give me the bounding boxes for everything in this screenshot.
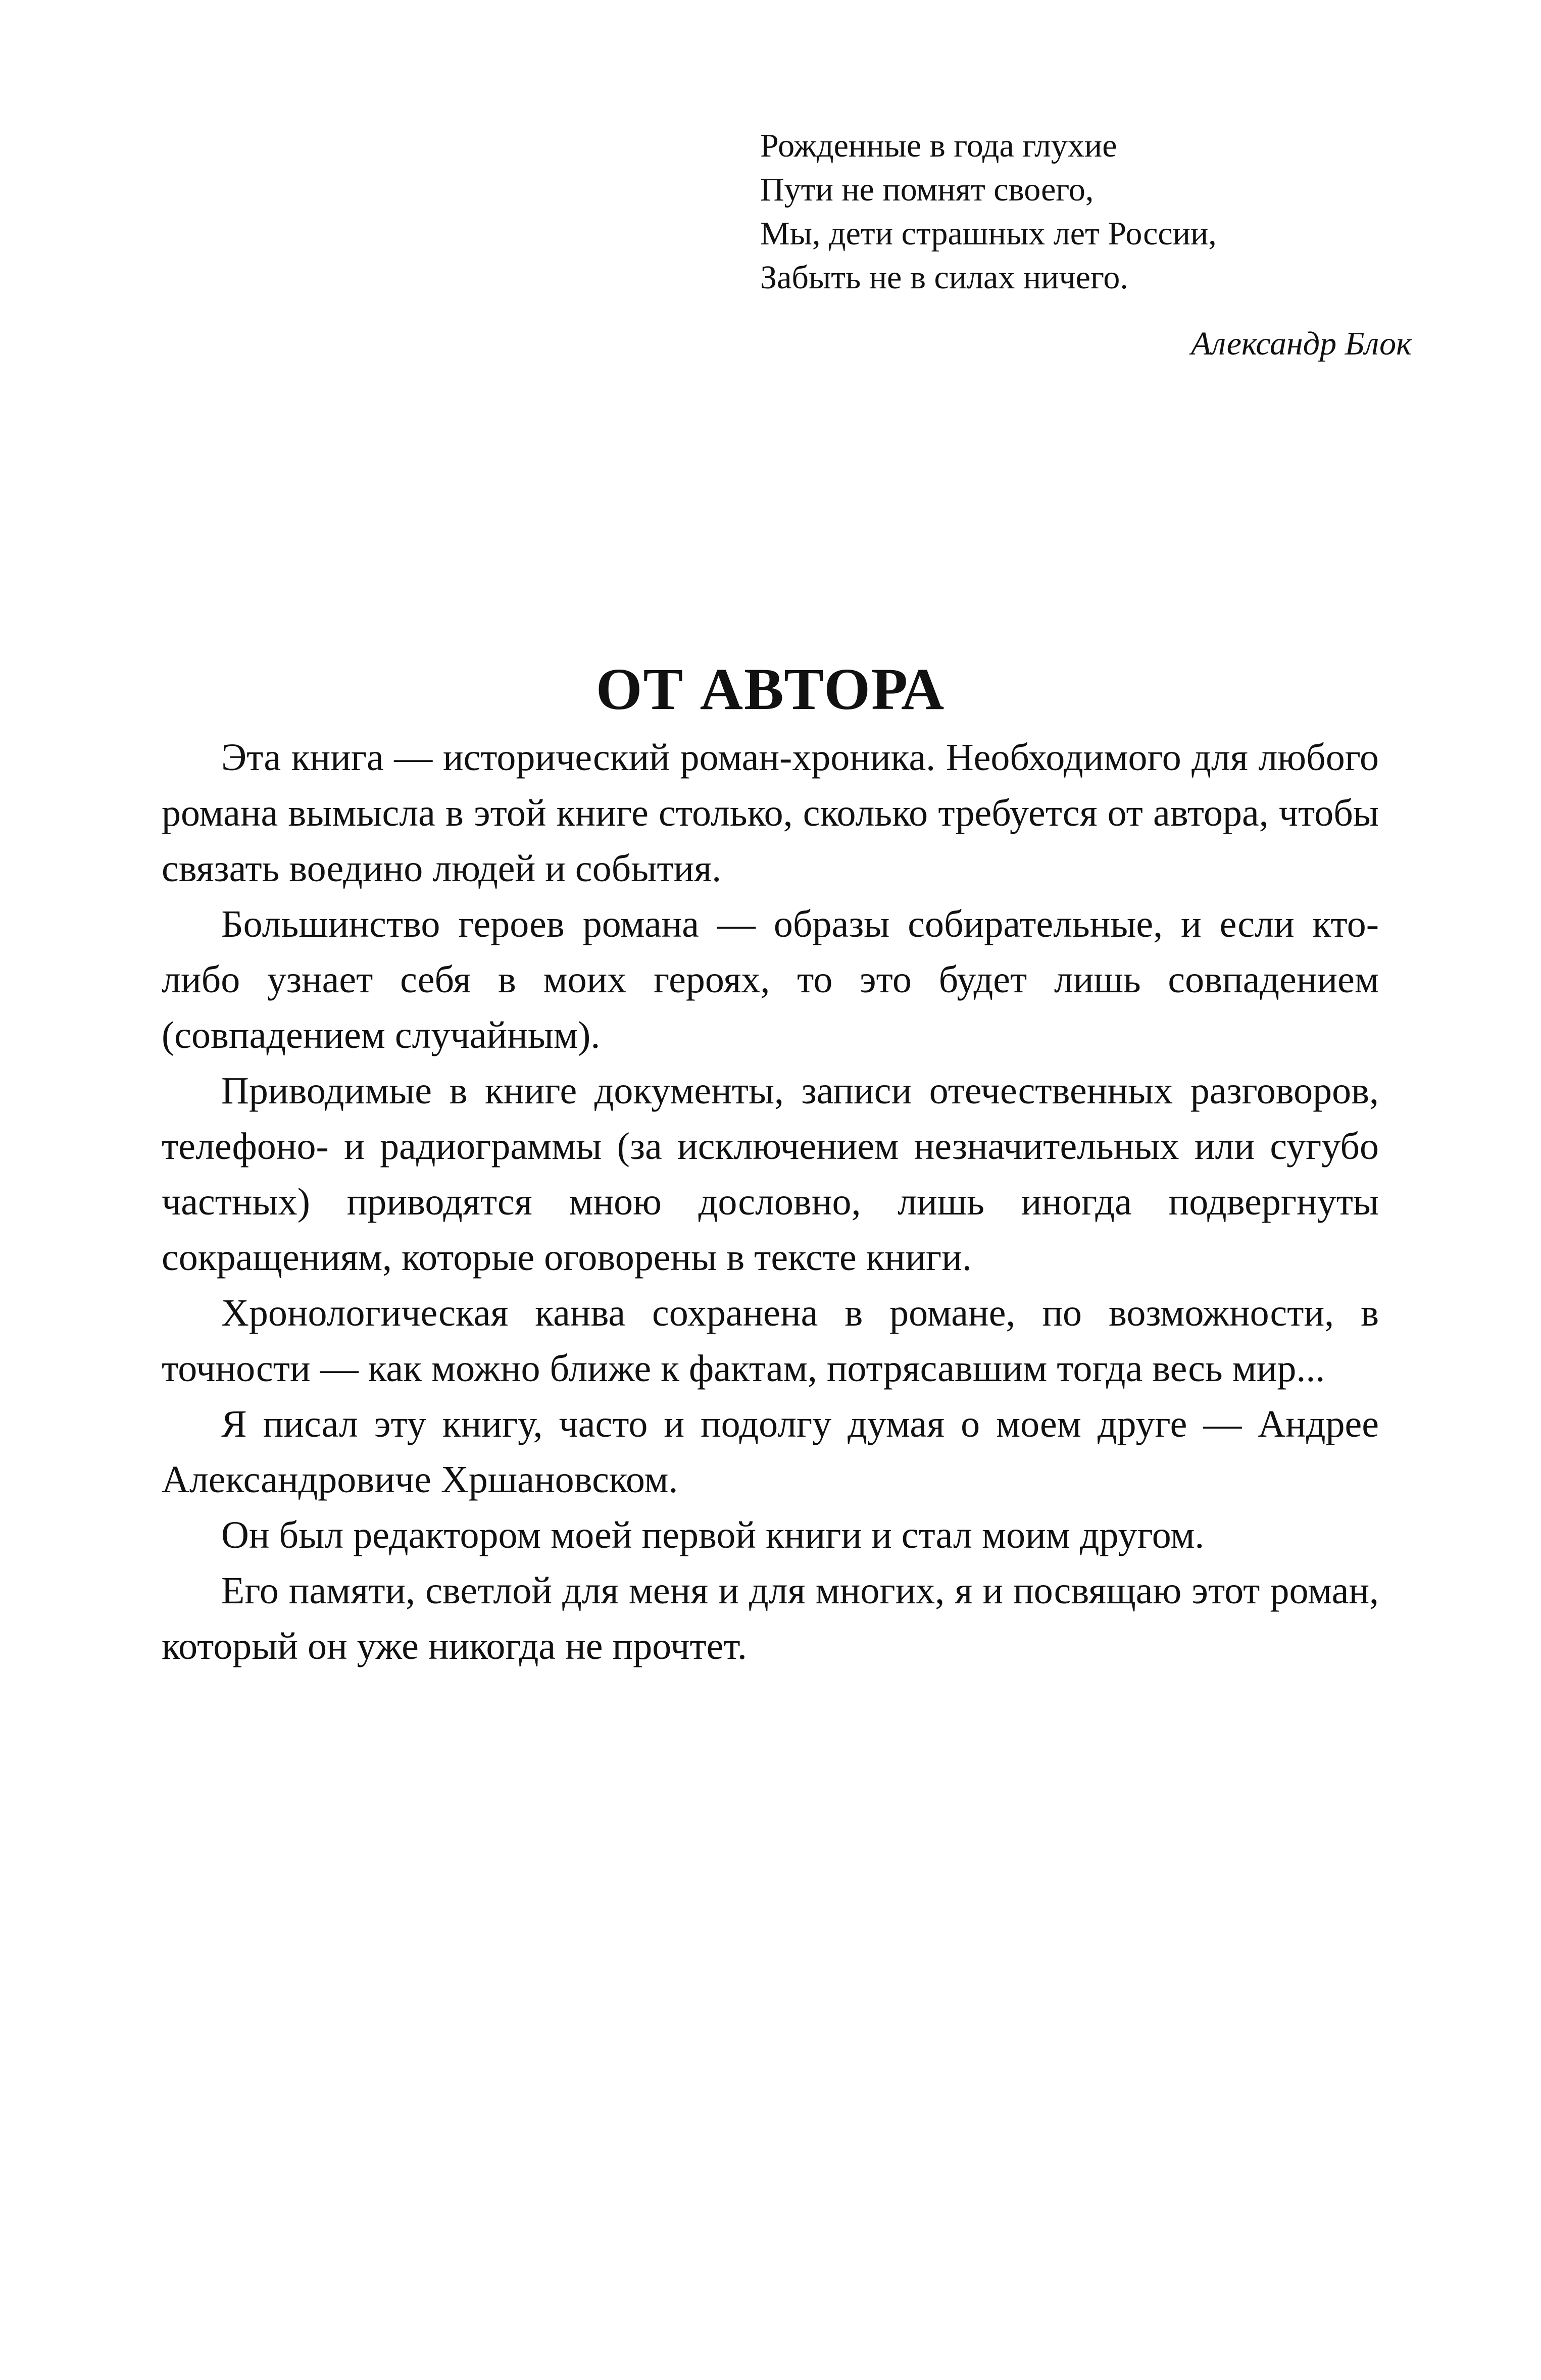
- epigraph-line: Рожденные в года глухие: [760, 127, 1117, 164]
- paragraph: Эта книга — исторический роман-хроника. Необходимого для любого романа вымысла в этой книге столько, сколько требуется от автора, чтобы связать воедино людей и события.: [162, 736, 1379, 890]
- paragraph: Его памяти, светлой для меня и для многих, я и посвящаю этот роман, который он уже никогда не прочтет.: [162, 1569, 1379, 1667]
- chapter-body: [162, 730, 1379, 1674]
- epigraph-line: Забыть не в силах ничего.: [760, 259, 1128, 296]
- epigraph-author: Александр Блок: [1191, 325, 1412, 362]
- epigraph: [760, 124, 1412, 363]
- paragraph: Он был редактором моей первой книги и стал моим другом.: [221, 1514, 1205, 1556]
- chapter-title: ОТ АВТОРА: [595, 656, 946, 722]
- epigraph-line: Пути не помнят своего,: [760, 171, 1094, 208]
- epigraph-line: Мы, дети страшных лет России,: [760, 215, 1217, 252]
- paragraph: Приводимые в книге документы, записи отечественных разговоров, телефоно- и радиограммы (за исключением незначительных или сугубо частных) приводятся мною дословно, лишь иногда подвергнуты сокращениям, которые оговорены в тексте книги.: [162, 1070, 1379, 1279]
- paragraph: Большинство героев романа — образы собирательные, и если кто-либо узнает себя в моих героях, то это будет лишь совпадением (совпадением случайным).: [162, 903, 1379, 1056]
- paragraph: Хронологическая канва сохранена в романе, по возможности, в точности — как можно ближе к фактам, потрясавшим тогда весь мир...: [162, 1292, 1379, 1390]
- paragraph: Я писал эту книгу, часто и подолгу думая о моем друге — Андрее Александровиче Хршановском.: [162, 1403, 1379, 1501]
